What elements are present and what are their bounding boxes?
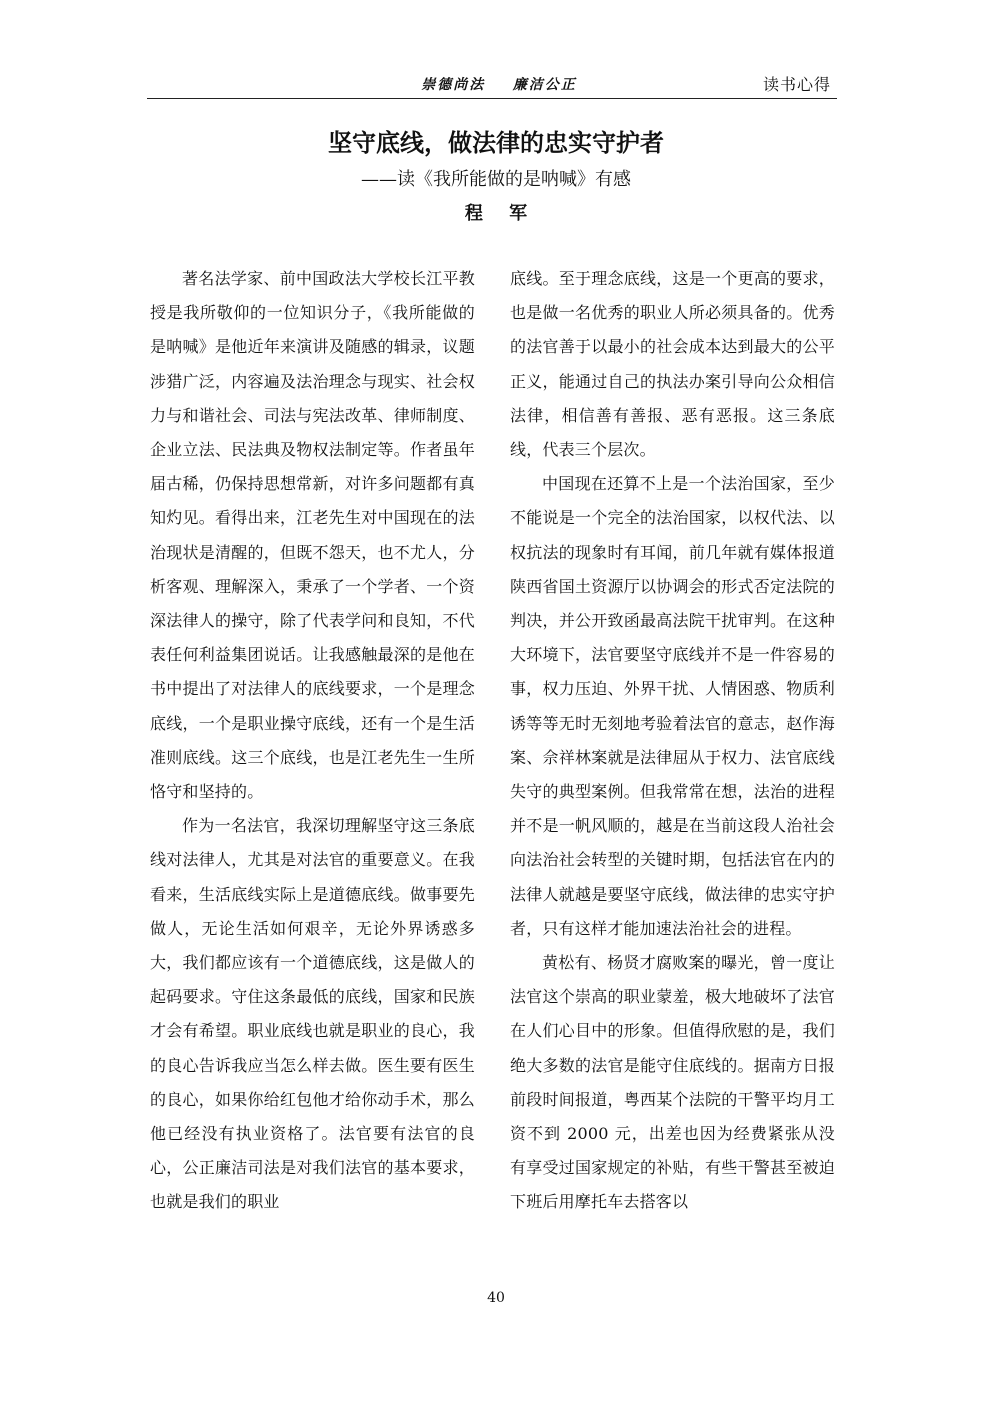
paragraph: 著名法学家、前中国政法大学校长江平教授是我所敬仰的一位知识分子，《我所能做的是呐喊》是他近年来演讲及随感的辑录，议题涉猎广泛，内容遍及法治理念与现实、社会权力与和谐社会、司法与宪法改革、律师制度、企业立法、民法典及物权法制定等。作者虽年届古稀，仍保持思想常新，对许多问题都有真知灼见。看得出来，江老先生对中国现在的法治现状是清醒的，但既不怨天，也不尤人，分析客观、理解深入，秉承了一个学者、一个资深法律人的操守，除了代表学问和良知，不代表任何利益集团说话。让我感触最深的是他在书中提出了对法律人的底线要求，一个是理念底线，一个是职业操守底线，还有一个是生活准则底线。这三个底线，也是江老先生一生所恪守和坚持的。 — [150, 269, 475, 802]
running-header — [147, 70, 837, 99]
paragraph: 黄松有、杨贤才腐败案的曝光，曾一度让法官这个崇高的职业蒙羞，极大地破坏了法官在人们心目中的形象。但值得欣慰的是，我们绝大多数的法官是能守住底线的。据南方日报前段时间报道，粤西某个法院的干警平均月工资不到 2000 元，出差也因为经费紧张从没有享受过国家规定的补贴，有些干警甚至被迫下班后用摩托车去搭客以 — [510, 953, 835, 1212]
left-column — [150, 262, 475, 1220]
header-motto: 崇德尚法 廉洁公正 — [421, 77, 577, 93]
article-title: 坚守底线，做法律的忠实守护者 — [328, 129, 664, 157]
article-subtitle: ——读《我所能做的是呐喊》有感 — [361, 169, 631, 190]
right-column — [510, 262, 835, 1220]
paragraph: 中国现在还算不上是一个法治国家，至少不能说是一个完全的法治国家，以权代法、以权抗法的现象时有耳闻，前几年就有媒体报道陕西省国土资源厅以协调会的形式否定法院的判决，并公开致函最高法院干扰审判。在这种大环境下，法官要坚守底线并不是一件容易的事，权力压迫、外界干扰、人情困惑、物质利诱等等无时无刻地考验着法官的意志，赵作海案、佘祥林案就是法律屈从于权力、法官底线失守的典型案例。但我常常在想，法治的进程并不是一帆风顺的，越是在当前这段人治社会向法治社会转型的关键时期，包括法官在内的法律人就越是要坚守底线，做法律的忠实守护者，只有这样才能加速法治社会的进程。 — [510, 474, 835, 938]
paragraph: 作为一名法官，我深切理解坚守这三条底线对法律人，尤其是对法官的重要意义。在我看来，生活底线实际上是道德底线。做事要先做人，无论生活如何艰辛，无论外界诱惑多大，我们都应该有一个道德底线，这是做人的起码要求。守住这条最低的底线，国家和民族才会有希望。职业底线也就是职业的良心，我的良心告诉我应当怎么样去做。医生要有医生的良心，如果你给红包他才给你动手术，那么他已经没有执业资格了。法官要有法官的良心，公正廉洁司法是对我们法官的基本要求，也就是我们的职业 — [150, 816, 475, 1212]
header-column-name: 读书心得 — [762, 75, 831, 94]
page-number: 40 — [487, 1290, 505, 1306]
paragraph: 底线。至于理念底线，这是一个更高的要求，也是做一名优秀的职业人所必须具备的。优秀的法官善于以最小的社会成本达到最大的公平正义，能通过自己的执法办案引导向公众相信法律，相信善有善报、恶有恶报。这三条底线，代表三个层次。 — [510, 269, 835, 460]
article-author: 程 军 — [464, 203, 538, 224]
